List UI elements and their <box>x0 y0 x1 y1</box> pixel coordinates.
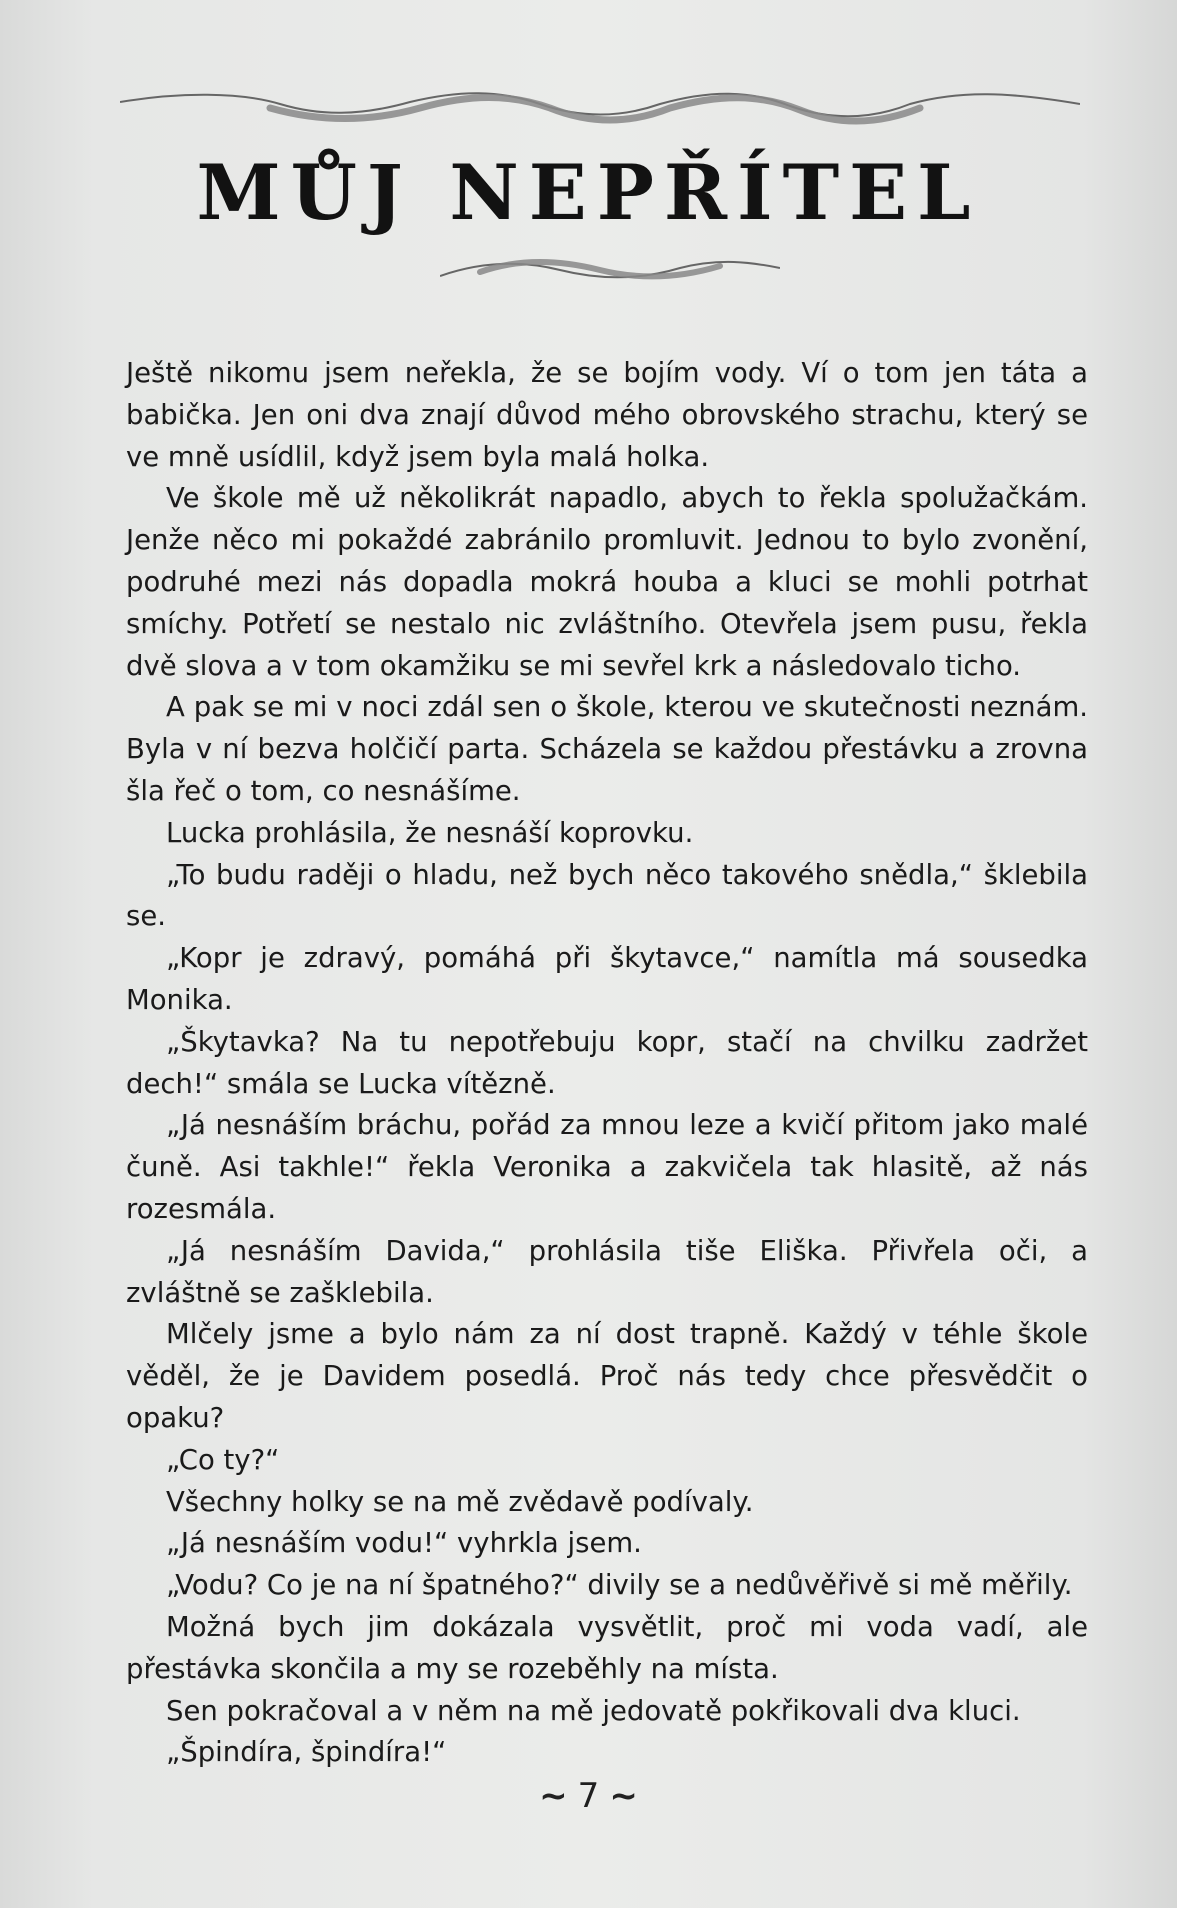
chapter-body-text <box>126 353 1088 1774</box>
paragraph: Sen pokračoval a v něm na mě jedovatě pokřikovali dva kluci. <box>166 1694 1021 1727</box>
paragraph: Ve škole mě už několikrát napadlo, abych to řekla spolužačkám. Jenže něco mi pokaždé zabránilo promluvit. Jednou to bylo zvonění, podruhé mezi nás dopadla mokrá houba a kluci se mohli potrhat smíchy. Potřetí se nestalo nic zvláštního. Otevřela jsem pusu, řekla dvě slova a v tom okamžiku se mi sevřel krk a následovalo ticho. <box>126 482 1088 682</box>
decorative-wave-top <box>120 88 1080 132</box>
paragraph: „Já nesnáším vodu!“ vyhrkla jsem. <box>166 1527 642 1560</box>
paragraph: „Kopr je zdravý, pomáhá při škytavce,“ namítla má sousedka Monika. <box>126 942 1088 1016</box>
paragraph: „Špindíra, špindíra!“ <box>166 1736 447 1769</box>
paragraph: Mlčely jsme a bylo nám za ní dost trapně. Každý v téhle škole věděl, že je Davidem posedlá. Proč nás tedy chce přesvědčit o opaku? <box>126 1318 1088 1434</box>
paragraph: „Vodu? Co je na ní špatného?“ divily se a nedůvěřivě si mě měřily. <box>166 1569 1073 1602</box>
page-number: 7 <box>577 1776 600 1816</box>
chapter-title: MŮJ NEPŘÍTEL <box>196 148 981 237</box>
paragraph: „Co ty?“ <box>166 1443 280 1476</box>
paragraph: A pak se mi v noci zdál sen o škole, kterou ve skutečnosti neznám. Byla v ní bezva holčičí parta. Scházela se každou přestávku a zrovna šla řeč o tom, co nesnášíme. <box>126 691 1088 807</box>
paragraph: Lucka prohlásila, že nesnáší koprovku. <box>166 816 694 849</box>
decorative-wave-bottom <box>440 254 780 284</box>
paragraph: Možná bych jim dokázala vysvětlit, proč mi voda vadí, ale přestávka skončila a my se rozeběhly na místa. <box>126 1610 1088 1685</box>
paragraph: Všechny holky se na mě zvědavě podívaly. <box>166 1485 754 1518</box>
tilde-ornament-left: ~ <box>539 1776 568 1816</box>
paragraph: „Já nesnáším Davida,“ prohlásila tiše Eliška. Přivřela oči, a zvláštně se zašklebila. <box>126 1234 1088 1309</box>
paragraph: „To budu raději o hladu, než bych něco takového snědla,“ šklebila se. <box>126 858 1088 933</box>
page-footer <box>0 1776 1177 1816</box>
paragraph: „Škytavka? Na tu nepotřebuju kopr, stačí na chvilku zadržet dech!“ smála se Lucka vítězně. <box>126 1025 1088 1100</box>
tilde-ornament-right: ~ <box>609 1776 638 1816</box>
paragraph: „Já nesnáším bráchu, pořád za mnou leze a kvičí přitom jako malé čuně. Asi takhle!“ řekla Veronika a zakvičela tak hlasitě, až nás rozesmála. <box>126 1109 1088 1225</box>
paragraph: Ještě nikomu jsem neřekla, že se bojím vody. Ví o tom jen táta a babička. Jen oni dva znají důvod mého obrovského strachu, který se ve mně usídlil, když jsem byla malá holka. <box>126 357 1088 473</box>
